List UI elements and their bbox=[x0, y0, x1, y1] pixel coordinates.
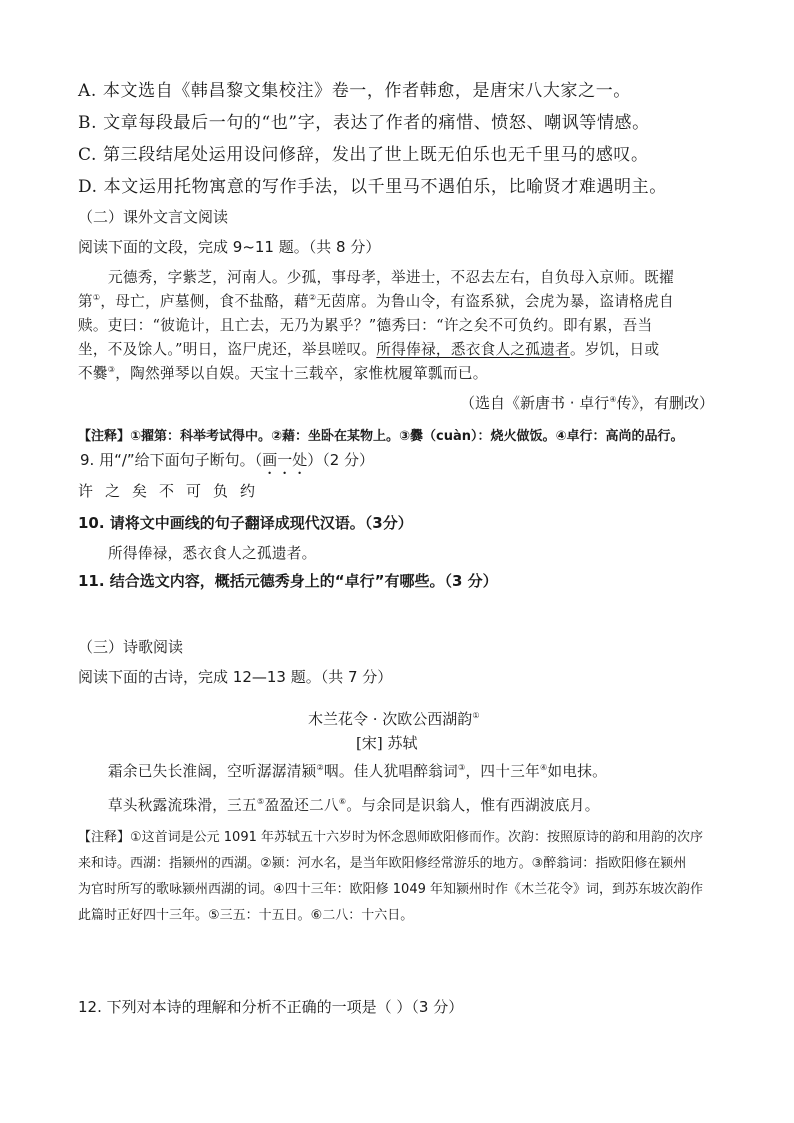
option-d-letter: D. bbox=[78, 177, 98, 197]
option-b bbox=[78, 108, 650, 133]
passage-line-4 bbox=[78, 338, 659, 359]
question-10: 10. 请将文中画线的句子翻译成现代汉语。（3分） bbox=[78, 514, 413, 532]
option-a-text: 本文选自《韩昌黎文集校注》卷一，作者韩愈，是唐宋八大家之一。 bbox=[102, 81, 631, 101]
passage-text: ，母亡，庐墓侧，食不盐酪，藉 bbox=[100, 293, 309, 310]
footnote-mark: ③ bbox=[458, 763, 466, 773]
poem-title bbox=[308, 708, 479, 729]
source-text: 传》，有删改） bbox=[616, 394, 714, 412]
option-b-text: 文章每段最后一句的“也”字，表达了作者的痛惜、愤怒、嘲讽等情感。 bbox=[103, 113, 650, 133]
passage-source bbox=[460, 392, 714, 413]
poem-line-1 bbox=[108, 760, 607, 781]
option-a bbox=[78, 76, 631, 101]
poem-notes-line-2: 来和诗。西湖：指颍州的西湖。②颍：河水名，是当年欧阳修经常游乐的地方。③醉翁词：指欧阳修在颍州 bbox=[78, 856, 687, 871]
option-b-letter: B. bbox=[78, 113, 98, 133]
section2-notes: 【注释】①擢第：科举考试得中。②藉：坐卧在某物上。③爨（cuàn）：烧火做饭。④卓行：高尚的品行。 bbox=[78, 429, 684, 444]
footnote-mark: ① bbox=[472, 711, 480, 720]
question-9-score: ）（2 分） bbox=[307, 451, 375, 469]
source-text: （选自《新唐书 · 卓行 bbox=[460, 394, 610, 412]
option-d-text: 本文运用托物寓意的写作手法，以千里马不遇伯乐，比喻贤才难遇明主。 bbox=[103, 177, 667, 197]
underlined-sentence: 所得俸禄，悉衣食人之孤遗者 bbox=[376, 341, 570, 358]
poem-text: 霜余已失长淮阔，空听潺潺清颍 bbox=[108, 763, 317, 780]
footnote-mark: ⑥ bbox=[338, 797, 347, 807]
poem-author: [宋] 苏轼 bbox=[356, 734, 418, 752]
option-c bbox=[78, 140, 649, 165]
option-d bbox=[78, 172, 667, 197]
poem-notes-line-3: 为官时所写的歌咏颍州西湖的词。④四十三年：欧阳修 1049 年知颍州时作《木兰花令》词，到苏东坡次韵作 bbox=[78, 882, 704, 897]
passage-text: 第 bbox=[78, 293, 93, 310]
section3-heading: （三）诗歌阅读 bbox=[78, 638, 184, 656]
passage-text: 坐，不及馀人。”明日，盗尸虎还，举县嗟叹。 bbox=[78, 341, 377, 358]
footnote-mark: ③ bbox=[107, 365, 116, 375]
poem-text: 盈盈还二八 bbox=[264, 797, 339, 814]
section2-instruction: 阅读下面的文段，完成 9~11 题。（共 8 分） bbox=[78, 238, 381, 256]
question-12: 12. 下列对本诗的理解和分析不正确的一项是（ ）（3 分） bbox=[78, 998, 464, 1016]
poem-text: ，四十三年 bbox=[465, 763, 541, 780]
passage-line-5 bbox=[78, 362, 488, 383]
passage-line-1: 元德秀，字紫芝，河南人。少孤，事母孝，举进士，不忍去左右，自负母入京师。既擢 bbox=[108, 269, 674, 286]
poem-line-2 bbox=[108, 794, 600, 815]
passage-line-3: 赎。吏曰：“彼诡计，且亡去，无乃为累乎？”德秀曰：“许之矣不可负约。即有累，吾当 bbox=[78, 317, 653, 334]
footnote-mark: ⑤ bbox=[256, 797, 265, 807]
question-9-text: 9. 用“/”给下面句子断句。（ bbox=[80, 451, 263, 469]
question-11: 11. 结合选文内容，概括元德秀身上的“卓行”有哪些。（3 分） bbox=[78, 572, 498, 590]
passage-line-2 bbox=[78, 290, 674, 311]
footnote-mark: ④ bbox=[609, 395, 617, 404]
option-c-letter: C. bbox=[78, 145, 98, 165]
section2-heading: （二）课外文言文阅读 bbox=[78, 208, 229, 226]
poem-title-text: 木兰花令 · 次欧公西湖韵 bbox=[308, 710, 473, 728]
passage-text: ，陶然弹琴以自娱。天宝十三载卒，家惟枕履箪瓢而已。 bbox=[115, 365, 488, 382]
section3-instruction: 阅读下面的古诗，完成 12—13 题。（共 7 分） bbox=[78, 668, 393, 686]
poem-text: 咽。佳人犹唱醉翁词 bbox=[324, 763, 459, 780]
question-9-sentence: 许之矣不可负约 bbox=[78, 482, 268, 500]
question-9 bbox=[80, 449, 374, 478]
question-10-sentence: 所得俸禄，悉衣食人之孤遗者。 bbox=[108, 545, 317, 562]
passage-text: 。岁饥，日或 bbox=[569, 341, 660, 358]
question-9-emphasis: 画一处 bbox=[262, 451, 308, 469]
passage-text: 不爨 bbox=[78, 365, 108, 382]
poem-text: 草头秋露流珠滑，三五 bbox=[108, 797, 257, 814]
poem-notes-line-4: 此篇时正好四十三年。⑤三五：十五日。⑥二八：十六日。 bbox=[78, 908, 414, 923]
footnote-mark: ② bbox=[316, 763, 324, 773]
footnote-mark: ① bbox=[92, 293, 101, 303]
footnote-mark: ④ bbox=[540, 763, 548, 773]
option-c-text: 第三段结尾处运用设问修辞，发出了世上既无伯乐也无千里马的感叹。 bbox=[103, 145, 649, 165]
passage-text: 无茵席。为鲁山令，有盗系狱，会虎为暴，盗请格虎自 bbox=[316, 293, 674, 310]
footnote-mark: ② bbox=[308, 293, 317, 303]
poem-notes-line-1: 【注释】①这首词是公元 1091 年苏轼五十六岁时为怀念恩师欧阳修而作。次韵：按照原诗的韵和用韵的次序 bbox=[78, 830, 704, 845]
poem-text: 。与余同是识翁人，惟有西湖波底月。 bbox=[346, 797, 600, 814]
poem-text: 如电抹。 bbox=[547, 763, 608, 780]
option-a-letter: A. bbox=[78, 81, 97, 101]
